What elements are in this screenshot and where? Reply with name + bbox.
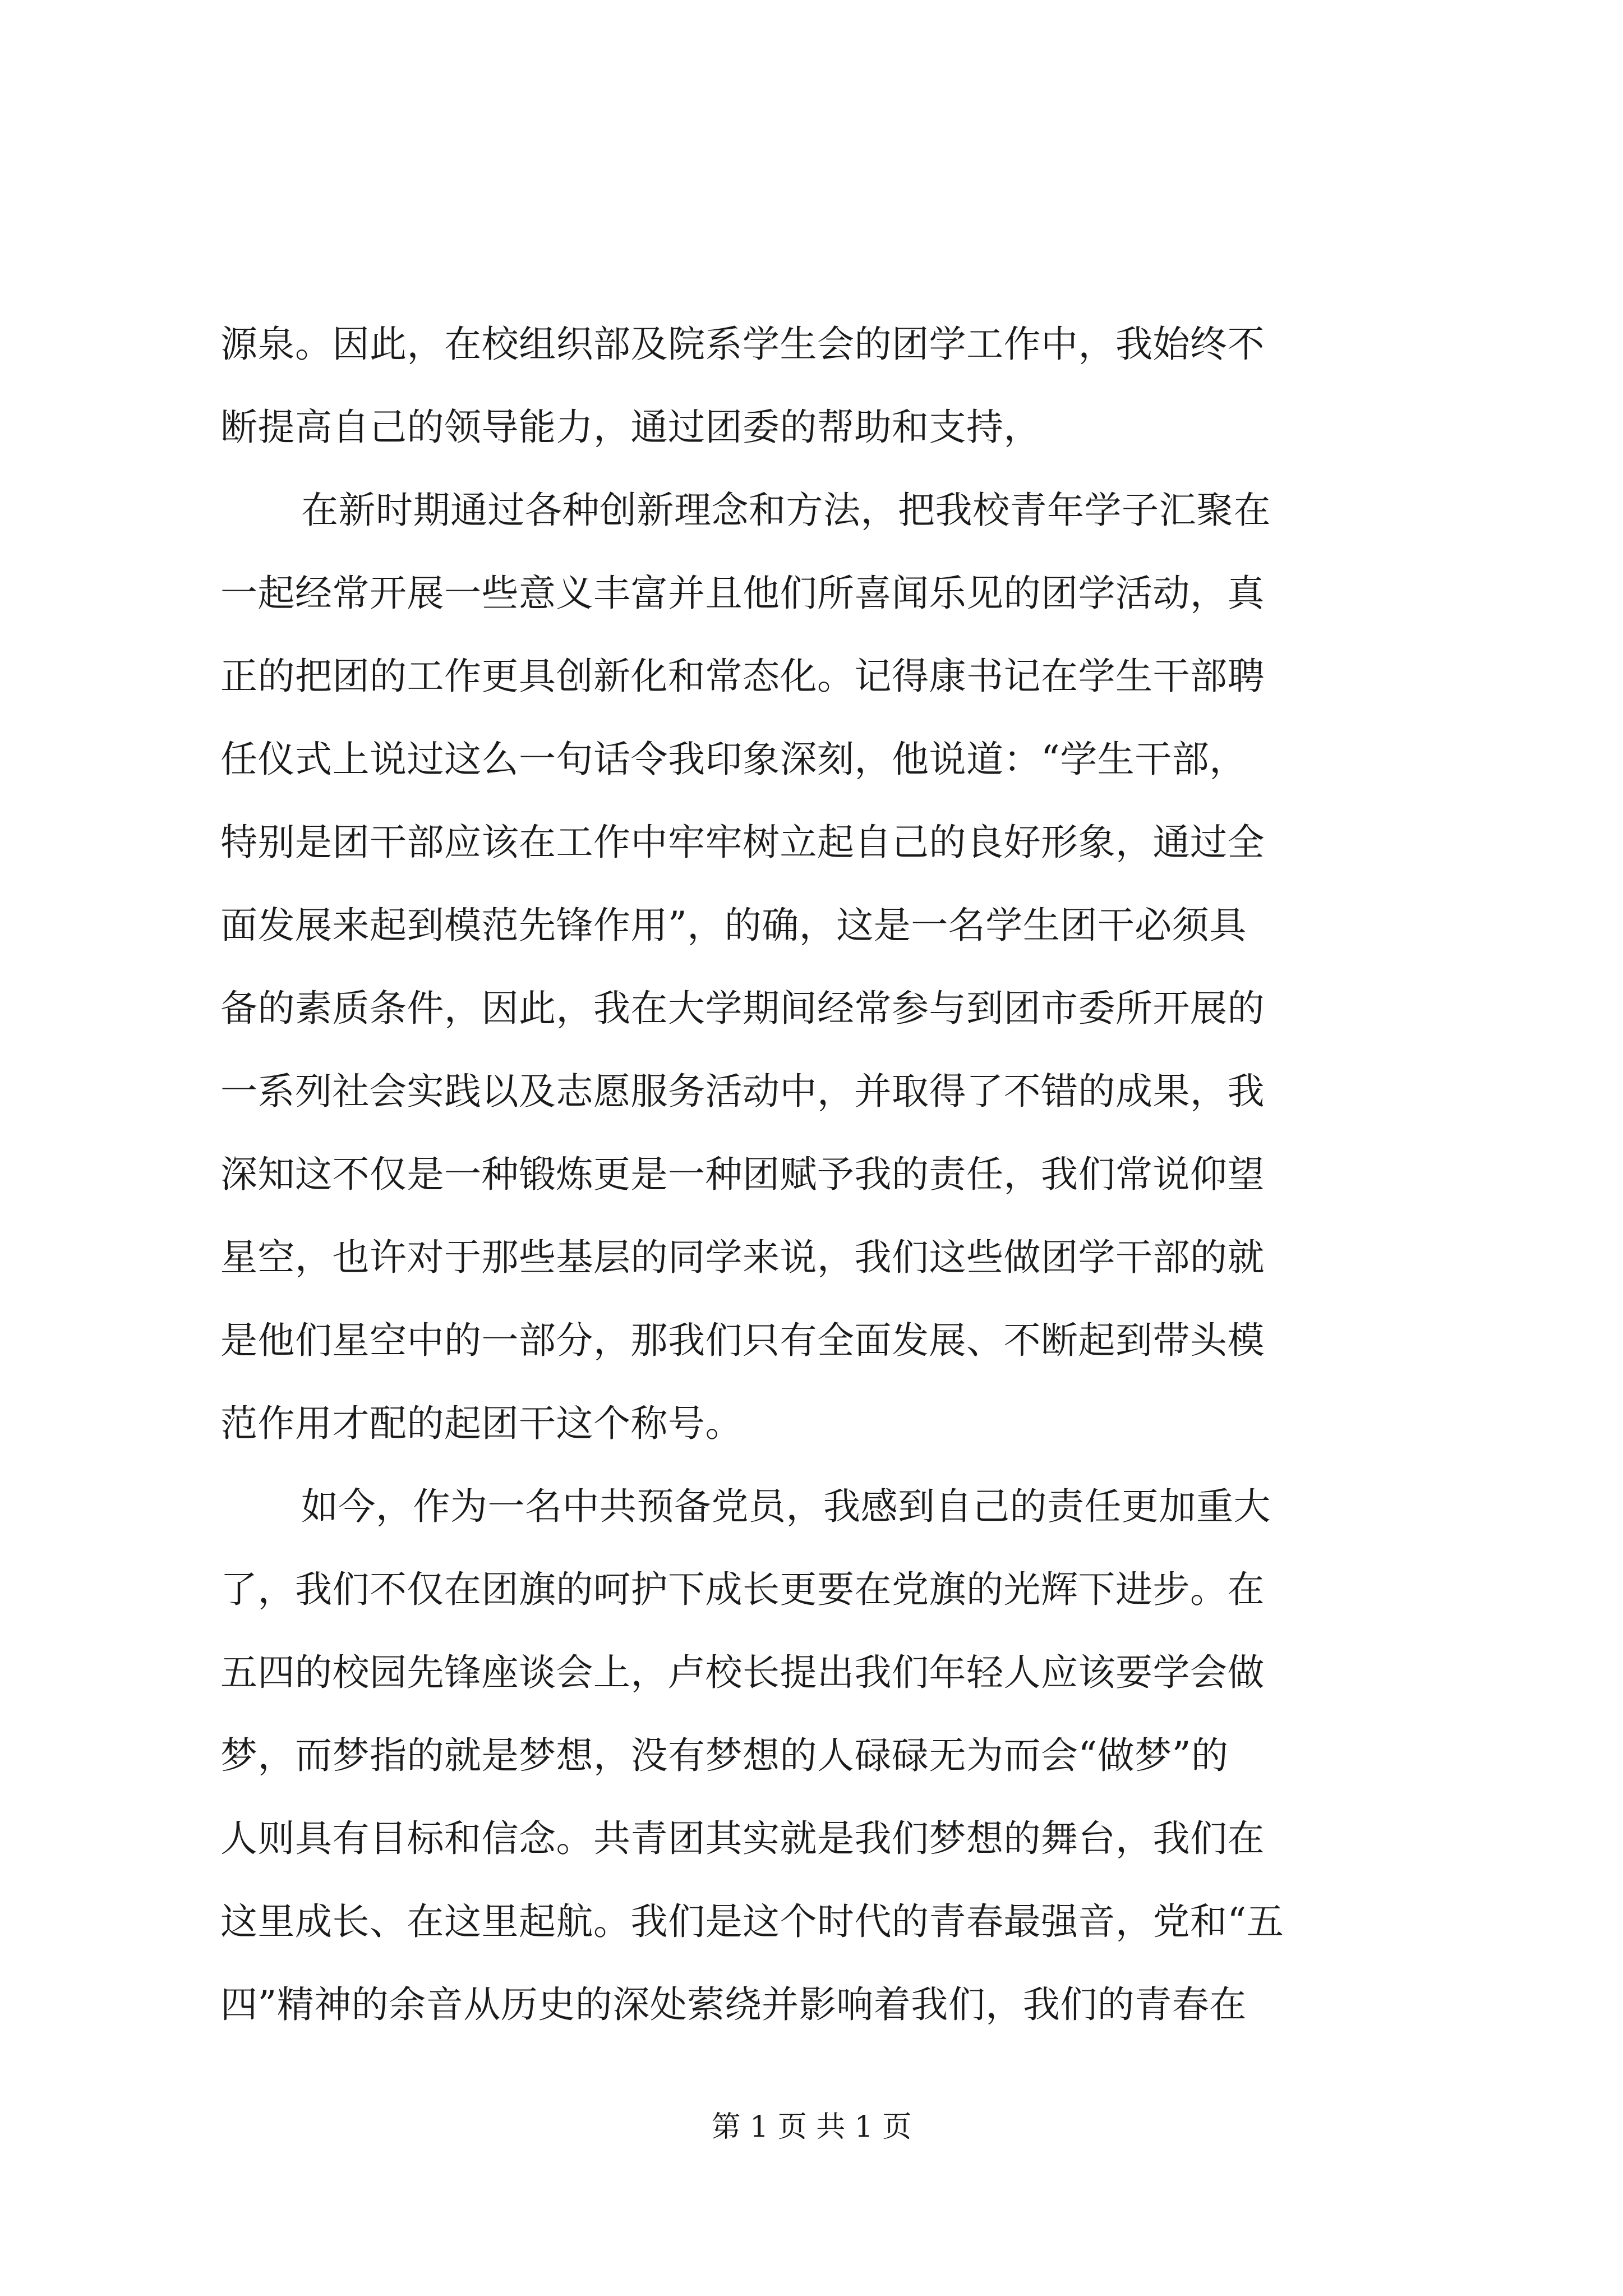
paragraph-start-line: 如今，作为一名中共预备党员，我感到自己的责任更加重大 [301, 1485, 1271, 1528]
text-line: 范作用才配的起团干这个称号。 [220, 1402, 743, 1445]
text-line: 深知这不仅是一种锻炼更是一种团赋予我的责任，我们常说仰望 [220, 1153, 1265, 1196]
text-line: 五四的校园先锋座谈会上，卢校长提出我们年轻人应该要学会做 [220, 1651, 1265, 1694]
text-line: 了，我们不仅在团旗的呵护下成长更要在党旗的光辉下进步。在 [220, 1568, 1265, 1611]
text-line: 是他们星空中的一部分，那我们只有全面发展、不断起到带头模 [220, 1319, 1265, 1362]
text-line: 正的把团的工作更具创新化和常态化。记得康书记在学生干部聘 [220, 655, 1265, 698]
paragraph-start-line: 在新时期通过各种创新理念和方法，把我校青年学子汇聚在 [301, 489, 1271, 532]
text-line: 面发展来起到模范先锋作用”，的确，这是一名学生团干必须具 [220, 904, 1247, 947]
text-line: 人则具有目标和信念。共青团其实就是我们梦想的舞台，我们在 [220, 1817, 1265, 1860]
text-line: 一起经常开展一些意义丰富并且他们所喜闻乐见的团学活动，真 [220, 572, 1265, 615]
text-line: 这里成长、在这里起航。我们是这个时代的青春最强音，党和“五 [220, 1900, 1284, 1943]
page-number: 第 1 页 共 1 页 [711, 2110, 912, 2144]
body-text [220, 303, 1421, 2046]
text-line: 特别是团干部应该在工作中牢牢树立起自己的良好形象，通过全 [220, 821, 1265, 864]
text-line: 星空，也许对于那些基层的同学来说，我们这些做团学干部的就 [220, 1236, 1265, 1279]
text-line: 一系列社会实践以及志愿服务活动中，并取得了不错的成果，我 [220, 1070, 1265, 1113]
text-line: 备的素质条件，因此，我在大学期间经常参与到团市委所开展的 [220, 987, 1265, 1030]
text-line: 任仪式上说过这么一句话令我印象深刻，他说道：“学生干部， [220, 738, 1247, 781]
text-line: 源泉。因此，在校组织部及院系学生会的团学工作中，我始终不 [220, 323, 1265, 366]
text-line: 断提高自己的领导能力，通过团委的帮助和支持， [220, 406, 1041, 449]
page-footer [0, 2105, 1623, 2150]
text-line: 四”精神的余音从历史的深处萦绕并影响着我们，我们的青春在 [220, 1983, 1247, 2026]
text-line: 梦，而梦指的就是梦想，没有梦想的人碌碌无为而会“做梦”的 [220, 1734, 1229, 1777]
